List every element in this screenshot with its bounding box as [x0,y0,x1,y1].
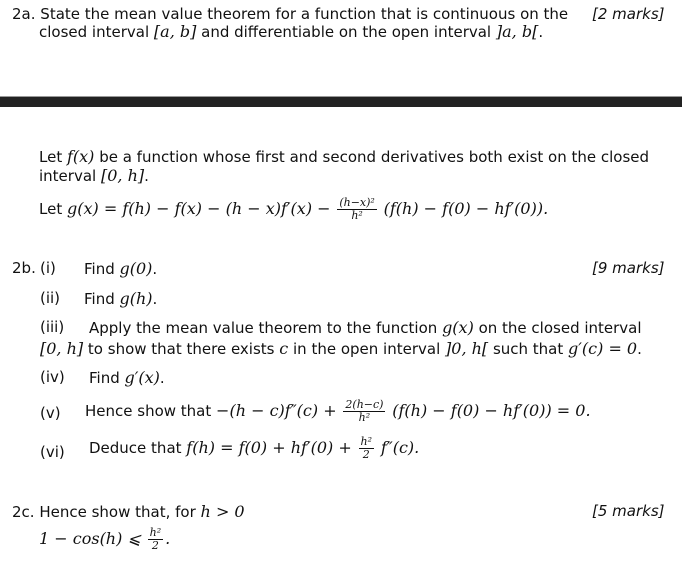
q2a-closed-interval: [a, b] [153,22,197,41]
g-def-part-a: g(x) = f(h) − f(x) − (h − x)f′(x) − [66,199,331,218]
q2b-iv-num: (iv) [40,368,65,386]
q2a-line1 [12,5,568,23]
q2b-iv-end: . [159,369,165,387]
q2a-text3: and differentiable on the open interval [201,23,492,41]
intro-line1 [39,147,649,166]
q2b-ii-end: . [152,290,158,308]
q2b-iii-math2: [0, h] [40,339,84,358]
q2c-condition: h > 0 [200,502,245,521]
g-def-part-b: (f(h) − f(0) − hf′(0)). [383,199,549,218]
g-frac-num: (h−x)² [339,196,375,209]
q2b-iii-text4: in the open interval [293,340,441,358]
q2a-open-interval: ]a, b[ [495,22,539,41]
q2b-vi-num: (vi) [40,443,65,461]
q2b-iii-text5: such that [492,340,564,358]
q2b-v [85,399,591,424]
q2b-iii-math4: ]0, h[ [445,339,489,358]
q2b-vi-frac-num: h² [360,435,373,448]
q2a-label: 2a. [12,5,36,23]
q2b-v-num: (v) [40,404,61,422]
q2b-v-math-b: (f(h) − f(0) − hf′(0)) = 0. [392,401,591,420]
q2b-iii-text3: to show that there exists [87,340,275,358]
q2a-line2 [39,22,543,41]
q2b-v-text: Hence show that [85,402,212,420]
q2a-text2: closed interval [39,23,150,41]
intro-interval: [0, h] [100,166,145,185]
q2b-marks: [9 marks] [592,259,665,277]
q2b-iv-text: Find [89,369,120,387]
q2b-i-num: (i) [40,259,56,277]
q2b-ii-text: Find [84,290,115,308]
q2b-iii-line1 [89,318,642,337]
q2b-vi-frac-den: 2 [362,448,370,461]
q2b-i-end: . [152,260,158,278]
q2c-inequality [39,527,170,552]
q2a-marks: [2 marks] [592,5,665,23]
q2b-iii-math3: c [279,339,289,358]
q2c-text: Hence show that, for [39,503,196,521]
q2b-i [84,259,157,278]
q2b-iii-math5: g′(c) = 0 [568,339,638,358]
q2b-vi [89,436,419,461]
q2a-text1: State the mean value theorem for a function that is continuous on the [40,5,569,23]
q2b-iv [89,368,165,387]
q2b-vi-math-b: f″(c). [380,438,420,457]
q2b-iii-num: (iii) [40,318,65,336]
q2c-ineq-end: . [165,529,171,548]
q2b-i-text: Find [84,260,115,278]
intro-let: Let [39,148,63,166]
q2b-iii-math1: g(x) [442,318,474,337]
q2b-i-math: g(0) [119,259,153,278]
q2b-label: 2b. [12,259,36,277]
intro-line2 [39,166,149,185]
q2b-vi-text: Deduce that [89,439,182,457]
q2b-iii-line2 [40,339,642,358]
q2b-iii-end: . [637,340,642,358]
g-let: Let [39,200,63,218]
q2b-ii-math: g(h) [119,289,153,308]
q2b-v-math-a: −(h − c)f″(c) + [216,401,337,420]
q2b-v-frac-den: h² [358,411,371,424]
q2c-line1 [12,502,245,521]
q2b-v-frac-num: 2(h−c) [345,398,384,411]
q2c-ineq-a: 1 − cos(h) ⩽ [39,529,141,548]
q2b-iii-text1: Apply the mean value theorem to the function [89,319,438,337]
g-definition [39,197,548,222]
q2b-iv-math: g′(x) [124,368,160,387]
q2b-ii [84,289,157,308]
intro-end: . [144,167,149,185]
q2c-frac-den: 2 [151,539,159,552]
g-frac-den: h² [351,209,363,222]
q2c-fraction [148,527,164,552]
q2c-marks: [5 marks] [592,502,665,520]
q2a-end: . [538,23,544,41]
q2b-vi-fraction [359,436,375,461]
intro-text2: interval [39,167,97,185]
q2b-ii-num: (ii) [40,289,61,307]
intro-text1: be a function whose first and second derivatives both exist on the closed [99,148,650,166]
q2b-v-fraction [343,399,385,424]
q2b-vi-math-a: f(h) = f(0) + hf′(0) + [186,438,352,457]
section-divider [0,97,682,107]
q2c-label: 2c. [12,503,35,521]
g-fraction [337,197,377,222]
q2b-iii-text2: on the closed interval [478,319,642,337]
q2c-frac-num: h² [149,526,162,539]
intro-fx: f(x) [66,147,95,166]
